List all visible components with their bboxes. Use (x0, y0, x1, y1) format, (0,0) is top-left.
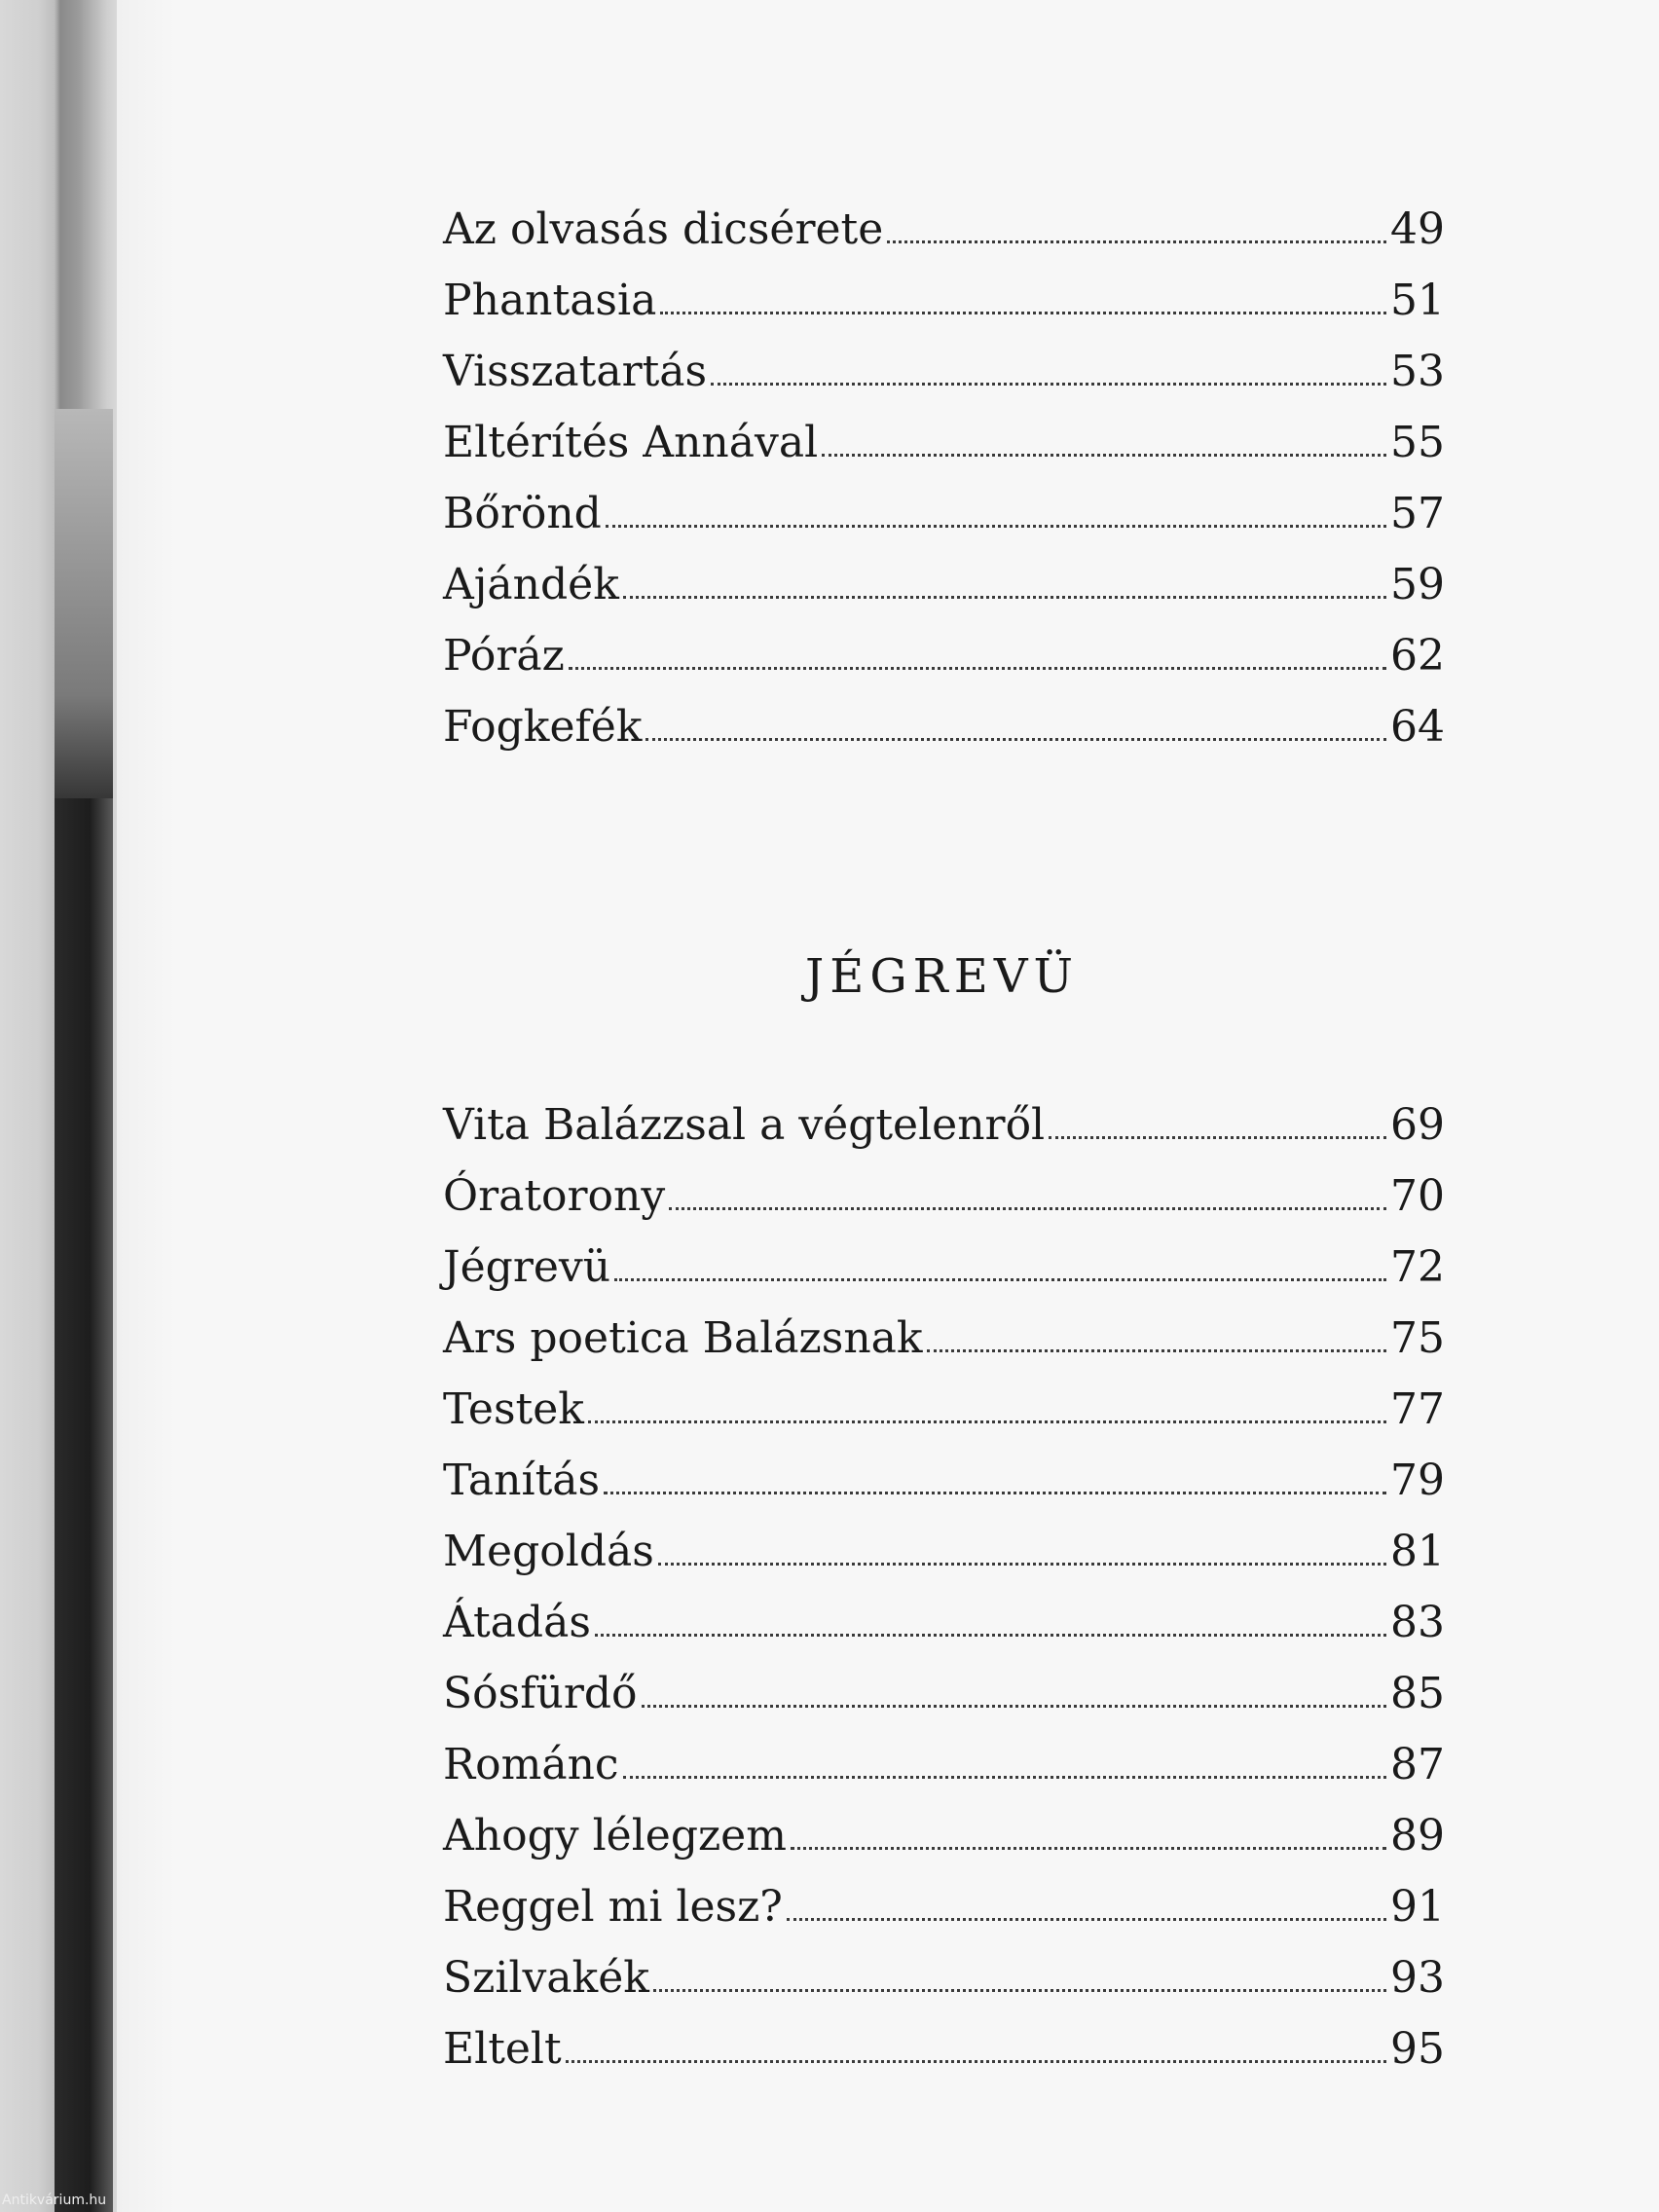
toc-entry (443, 678, 1445, 752)
toc-entry (443, 607, 1445, 681)
toc-entry (443, 2000, 1445, 2074)
toc-entry-page-number: 81 (1390, 1527, 1445, 1576)
toc-entry-title: Visszatartás (443, 347, 708, 396)
toc-entry-title: Testek (443, 1384, 584, 1434)
toc-entry-title: Jégrevü (443, 1242, 611, 1292)
toc-dot-leader (614, 1277, 1386, 1281)
toc-dot-leader (787, 1917, 1386, 1921)
spine-dark-edge (55, 798, 113, 2212)
toc-entry-title: Óratorony (443, 1171, 666, 1221)
toc-entry-page-number: 57 (1390, 489, 1445, 538)
toc-entry (443, 393, 1445, 467)
toc-dot-leader (1049, 1135, 1386, 1139)
toc-entry-title: Átadás (443, 1598, 591, 1647)
toc-dot-leader (569, 666, 1386, 670)
toc-entry-title: Megoldás (443, 1527, 654, 1576)
toc-entry-title: Bőrönd (443, 489, 602, 538)
toc-dot-leader (588, 1419, 1386, 1423)
watermark-text: Antikvárium.hu (2, 2193, 107, 2208)
toc-entry (443, 1715, 1445, 1789)
toc-entry-page-number: 55 (1390, 418, 1445, 467)
toc-entry (443, 1787, 1445, 1861)
toc-dot-leader (887, 240, 1386, 243)
toc-entry-page-number: 77 (1390, 1384, 1445, 1434)
toc-entry (443, 1218, 1445, 1292)
toc-dot-leader (566, 2059, 1386, 2063)
toc-dot-leader (595, 1633, 1386, 1637)
toc-entry (443, 1076, 1445, 1150)
toc-entry-page-number: 87 (1390, 1740, 1445, 1789)
toc-entry (443, 251, 1445, 325)
toc-entry-page-number: 64 (1390, 702, 1445, 752)
toc-entry-page-number: 69 (1390, 1100, 1445, 1150)
toc-dot-leader (653, 1988, 1386, 1992)
toc-dot-leader (642, 1704, 1386, 1708)
toc-entry-title: Az olvasás dicsérete (443, 204, 884, 254)
toc-entry (443, 1289, 1445, 1363)
toc-entry (443, 1147, 1445, 1221)
section-heading: JÉGREVÜ (805, 949, 1079, 1004)
toc-entry (443, 1929, 1445, 2003)
toc-entry-page-number: 59 (1390, 560, 1445, 609)
toc-entry (443, 535, 1445, 609)
toc-entry-page-number: 53 (1390, 347, 1445, 396)
toc-list-second (443, 1076, 1445, 2074)
toc-entry-page-number: 75 (1390, 1313, 1445, 1363)
toc-entry-title: Vita Balázzsal a végtelenről (443, 1100, 1046, 1150)
toc-entry (443, 1502, 1445, 1576)
toc-list-first (443, 180, 1445, 752)
toc-entry (443, 1644, 1445, 1718)
toc-entry-title: Eltérítés Annával (443, 418, 819, 467)
toc-entry-title: Phantasia (443, 276, 657, 325)
toc-entry-page-number: 93 (1390, 1953, 1445, 2003)
toc-entry-page-number: 91 (1390, 1882, 1445, 1932)
toc-entry-page-number: 72 (1390, 1242, 1445, 1292)
toc-entry-title: Póráz (443, 631, 565, 681)
toc-dot-leader (791, 1846, 1386, 1850)
toc-entry (443, 1431, 1445, 1505)
toc-entry (443, 464, 1445, 538)
toc-dot-leader (711, 382, 1386, 386)
toc-entry-title: Románc (443, 1740, 619, 1789)
toc-dot-leader (660, 311, 1386, 314)
toc-dot-leader (927, 1348, 1386, 1352)
toc-entry-title: Reggel mi lesz? (443, 1882, 783, 1932)
toc-entry-page-number: 79 (1390, 1456, 1445, 1505)
toc-entry-title: Ajándék (443, 560, 619, 609)
toc-entry-title: Ahogy lélegzem (443, 1811, 787, 1861)
toc-entry-page-number: 83 (1390, 1598, 1445, 1647)
toc-entry-title: Tanítás (443, 1456, 601, 1505)
toc-dot-leader (606, 524, 1386, 528)
toc-entry-page-number: 62 (1390, 631, 1445, 681)
toc-dot-leader (623, 595, 1386, 599)
toc-entry (443, 1858, 1445, 1932)
toc-entry (443, 180, 1445, 254)
toc-entry-page-number: 51 (1390, 276, 1445, 325)
toc-entry (443, 1573, 1445, 1647)
toc-entry-title: Ars poetica Balázsnak (443, 1313, 923, 1363)
toc-dot-leader (822, 453, 1386, 457)
toc-entry-title: Szilvakék (443, 1953, 649, 2003)
spine-shadow (55, 409, 113, 818)
toc-entry-title: Eltelt (443, 2024, 562, 2074)
toc-dot-leader (645, 737, 1386, 741)
toc-entry-page-number: 95 (1390, 2024, 1445, 2074)
toc-dot-leader (658, 1562, 1386, 1566)
toc-dot-leader (623, 1775, 1386, 1779)
toc-entry (443, 1360, 1445, 1434)
toc-entry-title: Fogkefék (443, 702, 643, 752)
toc-entry-page-number: 49 (1390, 204, 1445, 254)
toc-dot-leader (604, 1491, 1386, 1494)
toc-entry-page-number: 89 (1390, 1811, 1445, 1861)
toc-entry-title: Sósfürdő (443, 1669, 638, 1718)
toc-entry-page-number: 85 (1390, 1669, 1445, 1718)
toc-dot-leader (669, 1206, 1386, 1210)
toc-entry (443, 322, 1445, 396)
toc-entry-page-number: 70 (1390, 1171, 1445, 1221)
